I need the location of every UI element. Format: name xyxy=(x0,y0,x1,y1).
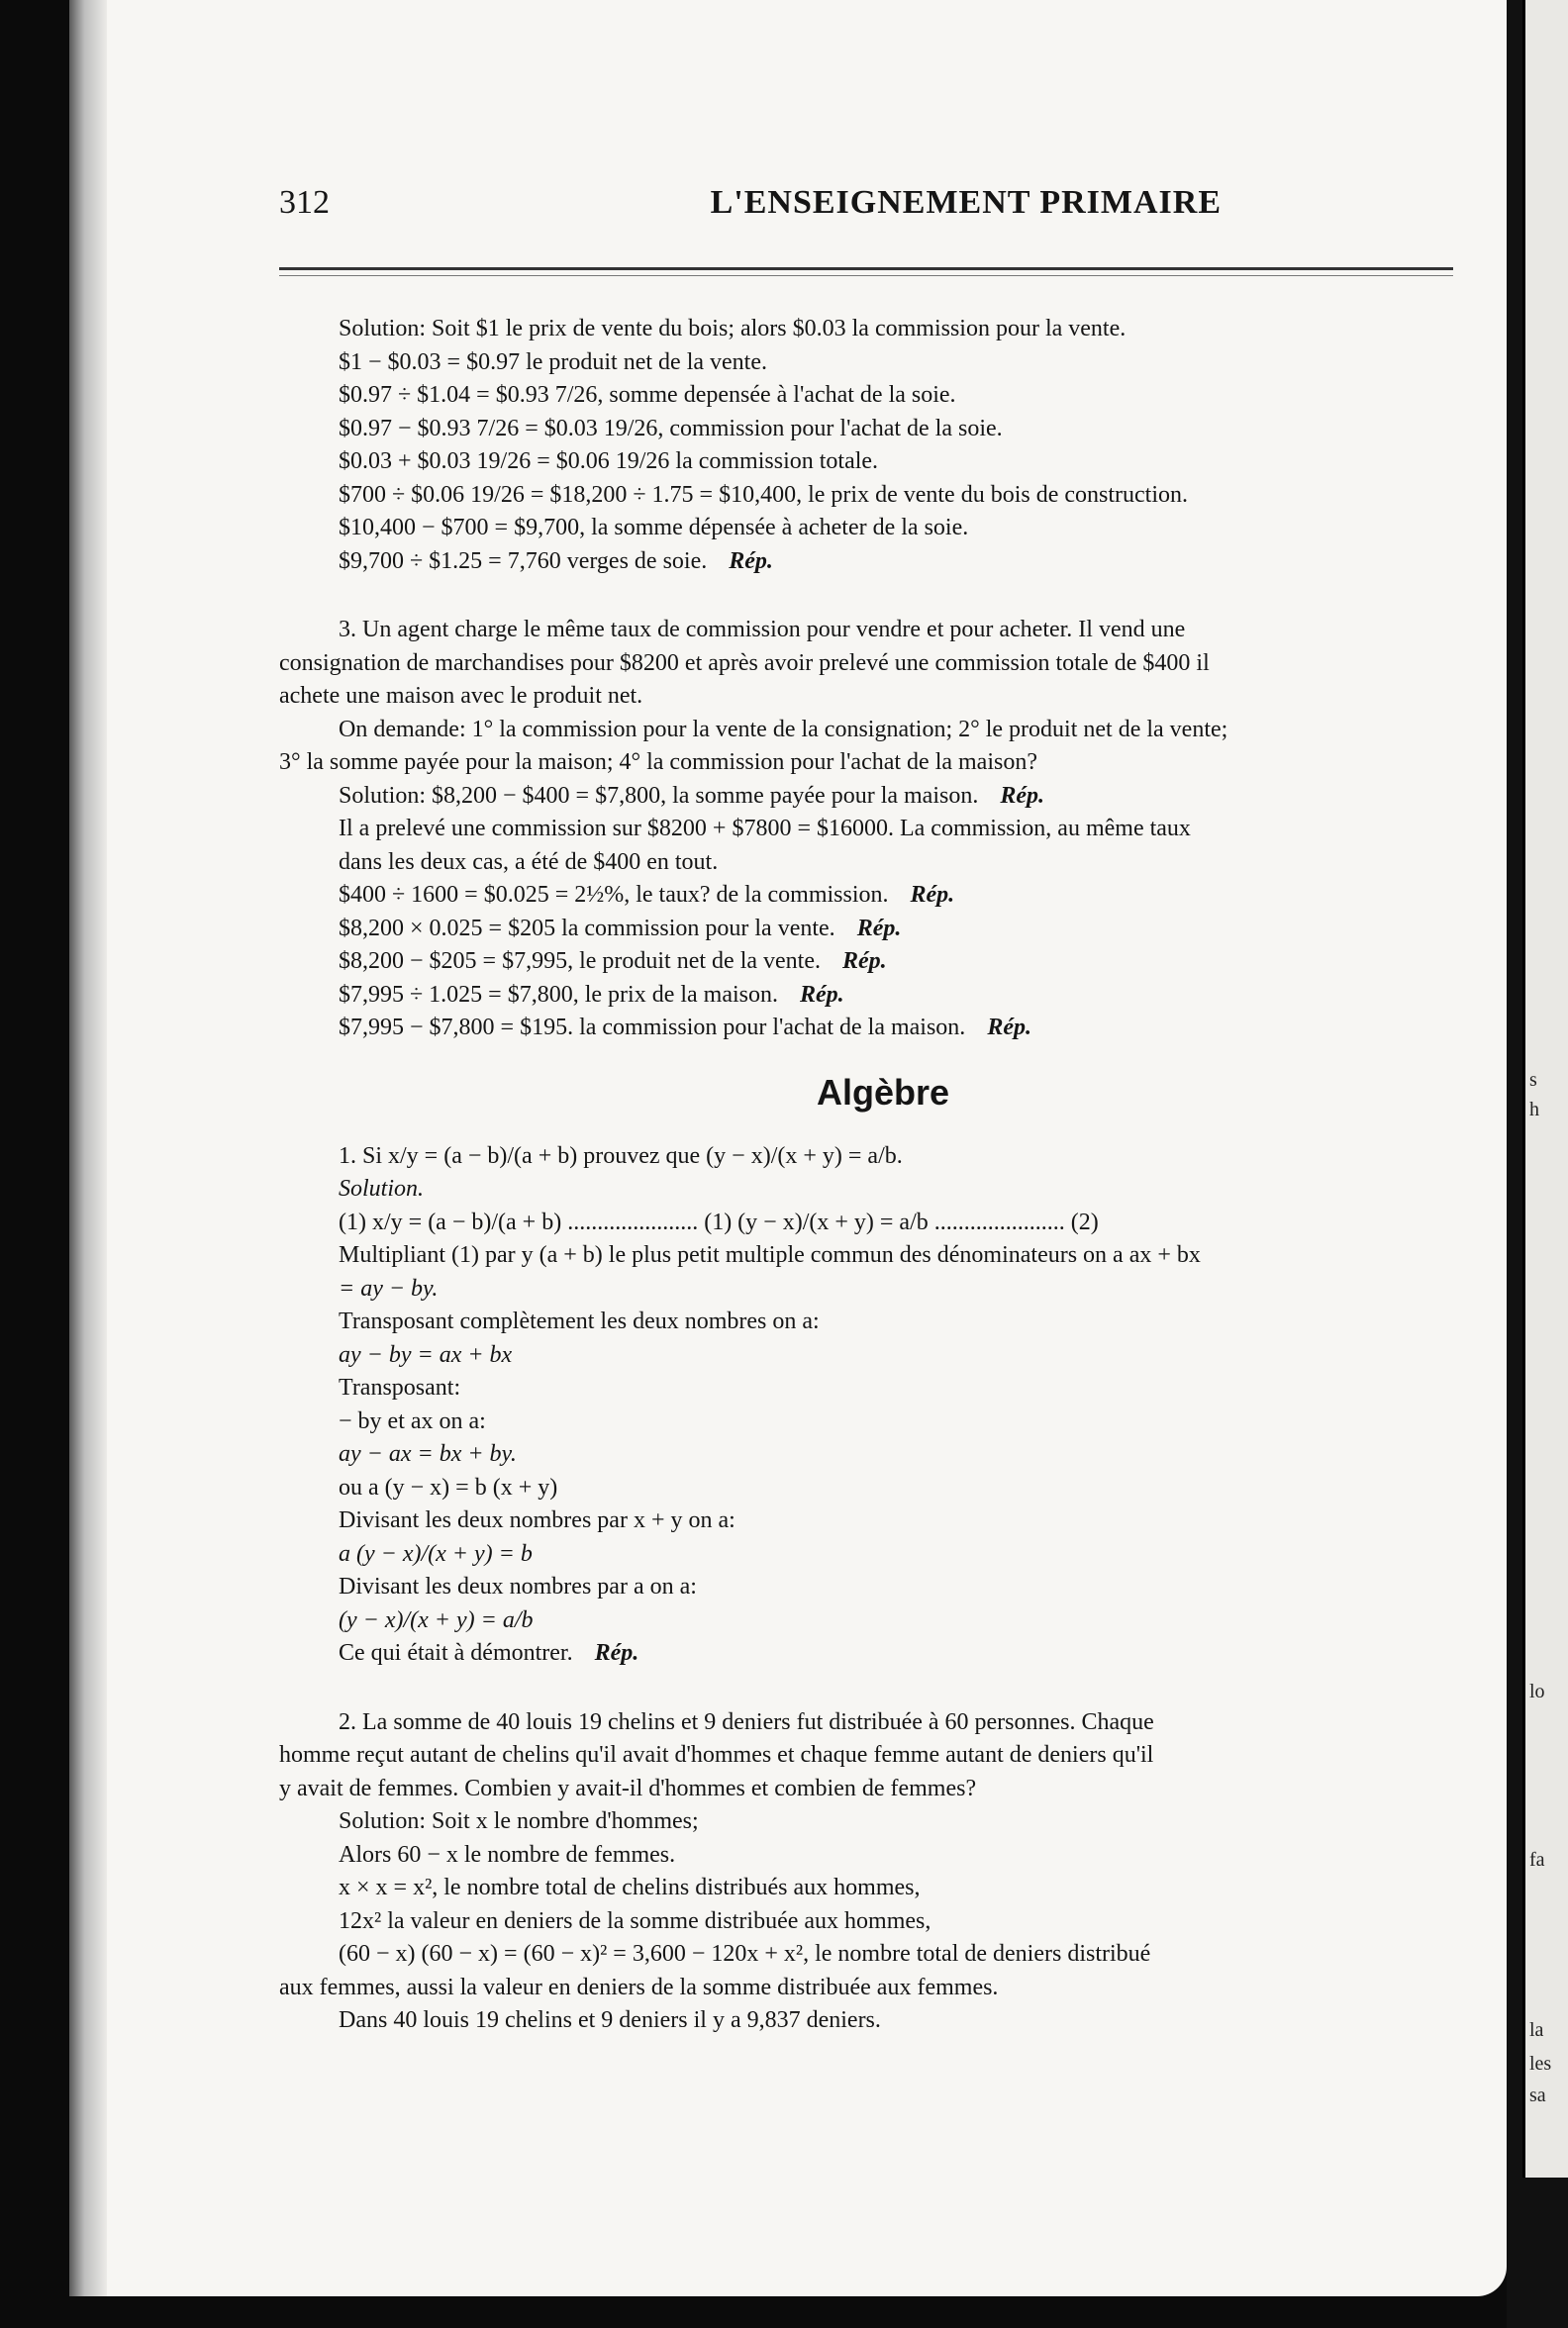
text-line: Solution: Soit $1 le prix de vente du bois; alors $0.03 la commission pour la vente. xyxy=(339,316,1127,341)
text-span: $7,995 − $7,800 = $195. la commission pour l'achat de la maison. xyxy=(339,1015,966,1040)
solution-line: − by et ax on a: xyxy=(339,1407,486,1434)
text-span: $8,200 − $205 = $7,995, le produit net de la vente. xyxy=(339,948,821,974)
problem-text: y avait de femmes. Combien y avait-il d'hommes et combien de femmes? xyxy=(279,1775,977,1801)
solution-line: Il a prelevé une commission sur $8200 + $7800 = $16000. La commission, au même taux xyxy=(339,816,1191,841)
solution-line: dans les deux cas, a été de $400 en tout. xyxy=(339,848,719,875)
problem-text: 2. La somme de 40 louis 19 chelins et 9 deniers fut distribuée à 60 personnes. Chaque xyxy=(339,1708,1154,1735)
adjacent-page-fragment: fa xyxy=(1529,1849,1545,1871)
equation-line: (y − x)/(x + y) = a/b xyxy=(339,1606,534,1633)
solution-line: Dans 40 louis 19 chelins et 9 deniers il y a 9,837 deniers. xyxy=(339,2007,881,2033)
spacer xyxy=(279,1122,1457,1140)
equation-line: ay − ax = bx + by. xyxy=(339,1441,517,1467)
solution-line xyxy=(279,1012,1457,1045)
rep-label: Rép. xyxy=(729,547,773,574)
rep-label: Rép. xyxy=(910,882,955,908)
equation-line: = ay − by. xyxy=(339,1275,439,1302)
text-line xyxy=(279,545,1457,579)
solution-line xyxy=(279,979,1457,1013)
equation-line: (1) x/y = (a − b)/(a + b) ...................... (1) (y − x)/(x + y) = a/b ...................... (2) xyxy=(339,1209,1099,1235)
solution-line: Multipliant (1) par y (a + b) le plus petit multiple commun des dénominateurs on a ax + bx xyxy=(339,1242,1201,1268)
problem-text: 3. Un agent charge le même taux de commission pour vendre et pour acheter. Il vend une xyxy=(339,617,1186,642)
text-line: $1 − $0.03 = $0.97 le produit net de la vente. xyxy=(339,348,767,375)
text-span: $7,995 ÷ 1.025 = $7,800, le prix de la maison. xyxy=(339,981,778,1008)
text-line: $10,400 − $700 = $9,700, la somme dépensée à acheter de la soie. xyxy=(339,515,969,540)
header-rule xyxy=(279,267,1453,270)
text-line: $700 ÷ $0.06 19/26 = $18,200 ÷ 1.75 = $10,400, le prix de vente du bois de construction. xyxy=(339,481,1188,508)
adjacent-page-fragment: s xyxy=(1529,1069,1537,1091)
rep-label: Rép. xyxy=(800,981,844,1008)
problem-text: homme reçut autant de chelins qu'il avait d'hommes et chaque femme autant de deniers qu'il xyxy=(279,1742,1154,1768)
problem-text: 3° la somme payée pour la maison; 4° la commission pour l'achat de la maison? xyxy=(279,749,1037,775)
text-line: $0.97 ÷ $1.04 = $0.93 7/26, somme depensée à l'achat de la soie. xyxy=(339,382,956,408)
solution-line: Alors 60 − x le nombre de femmes. xyxy=(339,1841,676,1868)
solution-line: Transposant: xyxy=(339,1375,461,1401)
equation-line: ay − by = ax + bx xyxy=(339,1341,513,1368)
solution-line: Solution: Soit x le nombre d'hommes; xyxy=(339,1808,699,1834)
page-body xyxy=(279,313,1457,2038)
equation-line: a (y − x)/(x + y) = b xyxy=(339,1540,533,1567)
adjacent-page-fragment: lo xyxy=(1529,1681,1545,1702)
solution-line xyxy=(279,945,1457,979)
running-title: L'ENSEIGNEMENT PRIMAIRE xyxy=(710,184,1222,221)
problem-text: 1. Si x/y = (a − b)/(a + b) prouvez que (y − x)/(x + y) = a/b. xyxy=(339,1142,903,1169)
solution-line: aux femmes, aussi la valeur en deniers de la somme distribuée aux femmes. xyxy=(279,1974,999,2000)
text-span: $9,700 ÷ $1.25 = 7,760 verges de soie. xyxy=(339,547,708,574)
rep-label: Rép. xyxy=(594,1640,639,1666)
solution-line: Transposant complètement les deux nombres on a: xyxy=(339,1309,820,1334)
text-span: Solution: $8,200 − $400 = $7,800, la somme payée pour la maison. xyxy=(339,782,979,809)
solution-line xyxy=(279,1637,1457,1671)
adjacent-page-fragment: les xyxy=(1529,2053,1552,2075)
section-heading: Algèbre xyxy=(816,1071,950,1113)
book-gutter xyxy=(69,0,107,2296)
solution-label: Solution. xyxy=(339,1176,425,1202)
page-header xyxy=(279,184,1222,234)
adjacent-page-fragment: la xyxy=(1529,2019,1544,2041)
spacer xyxy=(279,1671,1457,1706)
solution-line: 12x² la valeur en deniers de la somme distribuée aux hommes, xyxy=(339,1907,931,1934)
solution-line xyxy=(279,879,1457,913)
solution-line: Divisant les deux nombres par a on a: xyxy=(339,1574,697,1600)
rep-label: Rép. xyxy=(1000,782,1045,809)
adjacent-page-fragment: h xyxy=(1529,1099,1539,1120)
page-number: 312 xyxy=(279,184,330,221)
solution-line: x × x = x², le nombre total de chelins distribués aux hommes, xyxy=(339,1875,921,1900)
equation-line: ou a (y − x) = b (x + y) xyxy=(339,1474,558,1501)
problem-text: achete une maison avec le produit net. xyxy=(279,683,643,709)
text-line: $0.03 + $0.03 19/26 = $0.06 19/26 la commission totale. xyxy=(339,448,879,474)
solution-line xyxy=(279,913,1457,946)
problem-text: On demande: 1° la commission pour la vente de la consignation; 2° le produit net de la vente; xyxy=(339,716,1228,742)
problem-text: consignation de marchandises pour $8200 et après avoir prelevé une commission totale de $400 il xyxy=(279,649,1210,676)
spacer xyxy=(279,1045,1457,1063)
solution-line: (60 − x) (60 − x) = (60 − x)² = 3,600 − 120x + x², le nombre total de deniers distribué xyxy=(339,1941,1151,1967)
rep-label: Rép. xyxy=(987,1015,1031,1040)
header-rule-thin xyxy=(279,275,1453,276)
text-span: $400 ÷ 1600 = $0.025 = 2½%, le taux? de la commission. xyxy=(339,882,889,908)
rep-label: Rép. xyxy=(856,915,902,941)
solution-line: Divisant les deux nombres par x + y on a: xyxy=(339,1507,735,1533)
adjacent-page-fragment: sa xyxy=(1529,2085,1546,2106)
rep-label: Rép. xyxy=(841,948,887,974)
solution-line xyxy=(279,780,1457,814)
text-span: Ce qui était à démontrer. xyxy=(339,1640,573,1666)
text-span: $8,200 × 0.025 = $205 la commission pour la vente. xyxy=(339,915,835,941)
text-line: $0.97 − $0.93 7/26 = $0.03 19/26, commission pour l'achat de la soie. xyxy=(339,415,1003,441)
adjacent-page-strip xyxy=(1522,0,1568,2178)
spacer xyxy=(279,578,1457,614)
